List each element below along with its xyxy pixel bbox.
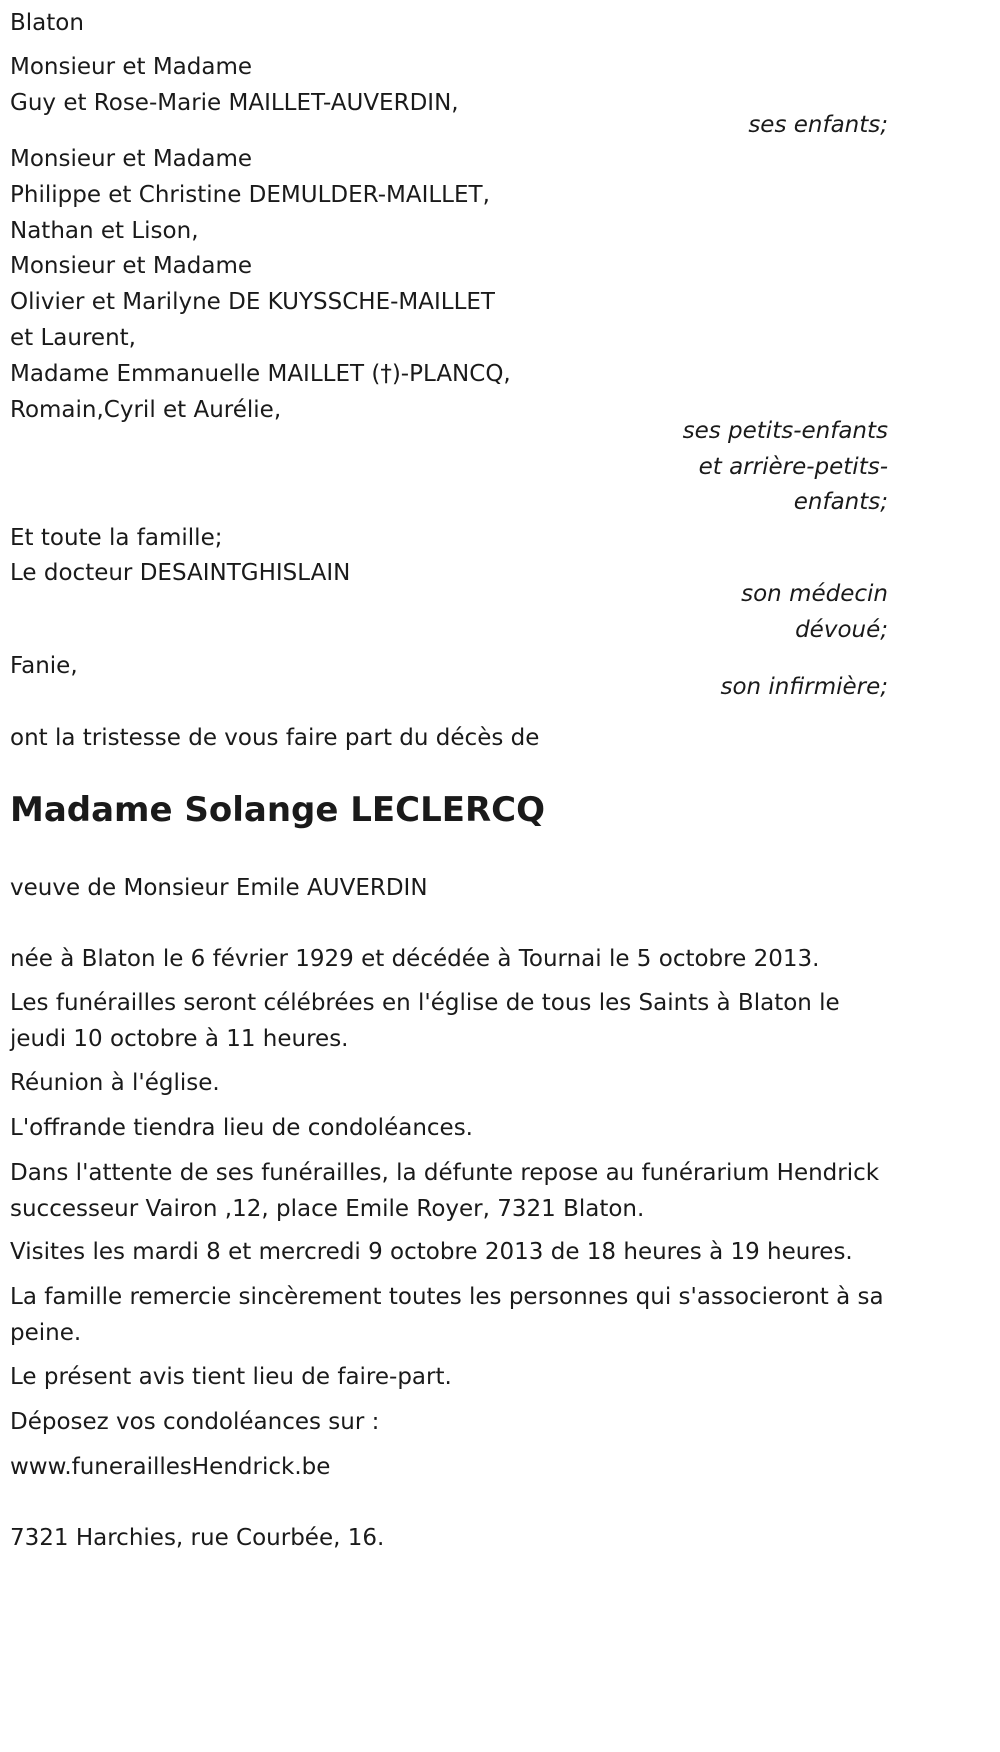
grandchildren-line-1: Monsieur et Madame: [10, 146, 253, 172]
doctor-role-1: son médecin: [741, 581, 888, 607]
grandchildren-line-8: Romain,Cyril et Aurélie,: [10, 397, 282, 423]
grandchildren-role-3: enfants;: [793, 489, 888, 515]
family-line: Et toute la famille;: [10, 525, 223, 551]
children-role: ses enfants;: [748, 112, 888, 138]
thanks-note: La famille remercie sincèrement toutes les personnes qui s'associeront à sa peine.: [10, 1284, 884, 1346]
grandchildren-line-5: Olivier et Marilyne DE KUYSSCHE-MAILLET: [10, 289, 495, 315]
grandchildren-role-2: et arrière-petits-: [698, 454, 888, 480]
children-names: Guy et Rose-Marie MAILLET-AUVERDIN,: [10, 90, 459, 116]
grandchildren-line-6: et Laurent,: [10, 325, 136, 351]
widow-of: veuve de Monsieur Emile AUVERDIN: [10, 875, 428, 901]
grandchildren-line-4: Monsieur et Madame: [10, 253, 253, 279]
children-intro: Monsieur et Madame: [10, 54, 253, 80]
rest-details: Dans l'attente de ses funérailles, la défunte repose au funérarium Hendrick successeur Vairon ,12, place Emile Royer, 7321 Blaton.: [10, 1160, 880, 1222]
offering-note: L'offrande tiendra lieu de condoléances.: [10, 1115, 473, 1141]
nurse-line: Fanie,: [10, 653, 78, 679]
doctor-line: Le docteur DESAINTGHISLAIN: [10, 560, 351, 586]
deceased-name: Madame Solange LECLERCQ: [10, 790, 546, 830]
funeral-details: Les funérailles seront célébrées en l'église de tous les Saints à Blaton le jeudi 10 octobre à 11 heures.: [10, 990, 840, 1052]
grandchildren-line-3: Nathan et Lison,: [10, 218, 199, 244]
doctor-role-2: dévoué;: [795, 617, 888, 643]
grandchildren-line-2: Philippe et Christine DEMULDER-MAILLET,: [10, 182, 490, 208]
birth-death: née à Blaton le 6 février 1929 et décédée à Tournai le 5 octobre 2013.: [10, 946, 820, 972]
grandchildren-line-7: Madame Emmanuelle MAILLET (†)-PLANCQ,: [10, 361, 511, 387]
condolences-note: Déposez vos condoléances sur :: [10, 1409, 380, 1435]
visits-note: Visites les mardi 8 et mercredi 9 octobre 2013 de 18 heures à 19 heures.: [10, 1239, 853, 1265]
nurse-role: son infirmière;: [720, 674, 888, 700]
meeting-note: Réunion à l'église.: [10, 1070, 220, 1096]
address-line: 7321 Harchies, rue Courbée, 16.: [10, 1525, 385, 1551]
website-link[interactable]: [10, 1449, 330, 1485]
announcement-intro: ont la tristesse de vous faire part du décès de: [10, 725, 540, 751]
notice-note: Le présent avis tient lieu de faire-part.: [10, 1364, 452, 1390]
town-heading: Blaton: [10, 10, 84, 36]
grandchildren-role-1: ses petits-enfants: [682, 418, 888, 444]
website-link-text[interactable]: www.funeraillesHendrick.be: [10, 1454, 331, 1480]
